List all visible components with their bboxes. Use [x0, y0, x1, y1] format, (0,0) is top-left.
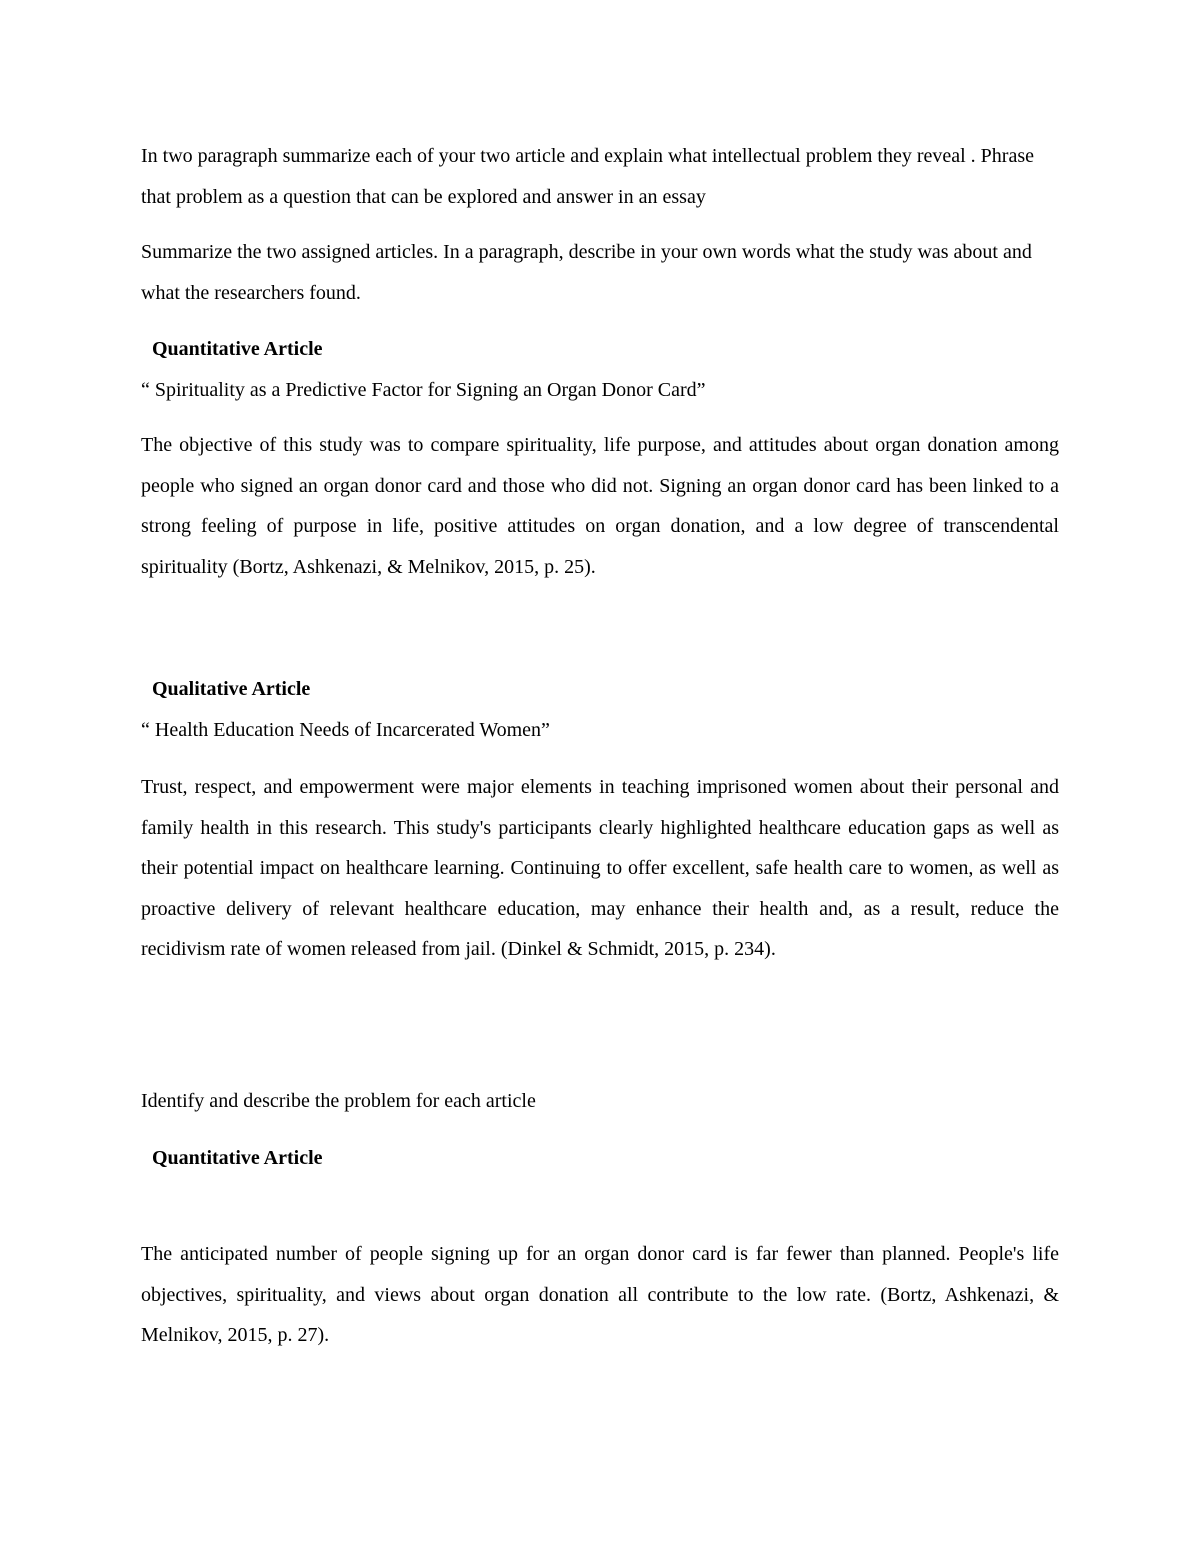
intro-paragraph: In two paragraph summarize each of your two article and explain what intellectual problem they reveal . Phrase that problem as a question that can be explored and answer in an essay: [141, 145, 1034, 208]
identify-instruction: Identify and describe the problem for each article: [141, 1090, 536, 1112]
problem-quantitative-heading: Quantitative Article: [152, 1147, 323, 1169]
problem-quantitative-text: The anticipated number of people signing up for an organ donor card is far fewer than planned. People's life objectives, spirituality, and views about organ donation all contribute to the low rate. (Bortz, Ashkenazi, & Melnikov, 2015, p. 27).: [141, 1243, 1059, 1346]
quantitative-article-title: “ Spirituality as a Predictive Factor for Signing an Organ Donor Card”: [141, 379, 706, 401]
qualitative-article-title: “ Health Education Needs of Incarcerated Women”: [141, 719, 550, 741]
quantitative-summary: The objective of this study was to compare spirituality, life purpose, and attitudes about organ donation among people who signed an organ donor card and those who did not. Signing an organ donor card has been linked to a strong feeling of purpose in life, positive attitudes on organ donation, and a low degree of transcendental spirituality (Bortz, Ashkenazi, & Melnikov, 2015, p. 25).: [141, 434, 1059, 578]
quantitative-heading: Quantitative Article: [152, 338, 323, 360]
qualitative-heading: Qualitative Article: [152, 678, 311, 700]
summarize-instruction: Summarize the two assigned articles. In a paragraph, describe in your own words what the study was about and what the researchers found.: [141, 241, 1032, 304]
qualitative-summary: Trust, respect, and empowerment were major elements in teaching imprisoned women about their personal and family health in this research. This study's participants clearly highlighted healthcare education gaps as well as their potential impact on healthcare learning. Continuing to offer excellent, safe health care to women, as well as proactive delivery of relevant healthcare education, may enhance their health and, as a result, reduce the recidivism rate of women released from jail. (Dinkel & Schmidt, 2015, p. 234).: [141, 776, 1059, 960]
